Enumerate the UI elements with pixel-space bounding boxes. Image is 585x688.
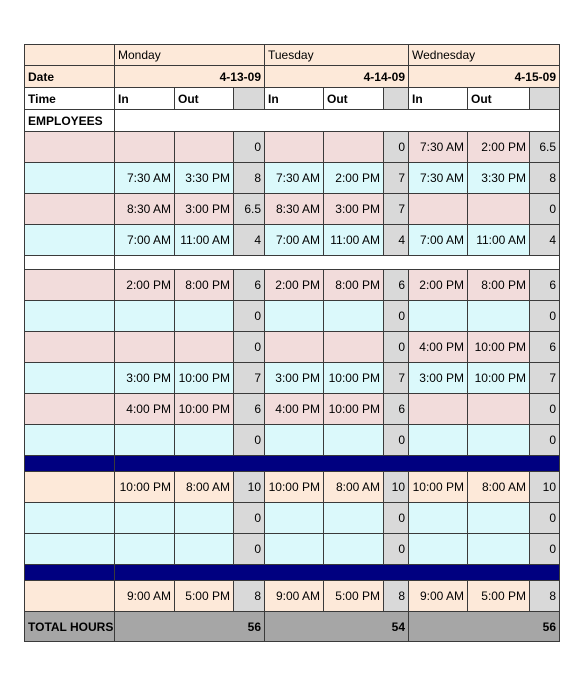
time-in-cell[interactable]: 10:00 PM [409, 472, 468, 503]
time-in-cell[interactable] [115, 534, 175, 565]
time-out-cell[interactable]: 10:00 PM [468, 363, 530, 394]
hours-cell[interactable]: 0 [234, 425, 265, 456]
employee-name-cell[interactable] [24, 503, 115, 534]
time-in-cell[interactable]: 7:30 AM [115, 163, 175, 194]
hours-cell[interactable]: 0 [384, 301, 409, 332]
time-in-cell[interactable]: 9:00 AM [409, 581, 468, 612]
time-out-cell[interactable]: 10:00 PM [468, 332, 530, 363]
employee-name-cell[interactable] [24, 270, 115, 301]
hours-cell[interactable]: 6 [530, 270, 560, 301]
time-in-cell[interactable]: 8:30 AM [115, 194, 175, 225]
in-header[interactable]: In [265, 88, 324, 110]
date-value[interactable]: 4-15-09 [409, 66, 560, 88]
hours-cell[interactable]: 0 [530, 394, 560, 425]
time-in-cell[interactable] [115, 503, 175, 534]
time-out-cell[interactable] [175, 332, 234, 363]
separator-row[interactable] [24, 456, 115, 472]
time-in-cell[interactable]: 3:00 PM [115, 363, 175, 394]
employee-name-cell[interactable] [24, 472, 115, 503]
hours-header[interactable] [530, 88, 560, 110]
hours-cell[interactable]: 7 [234, 363, 265, 394]
employee-name-cell[interactable] [24, 581, 115, 612]
employee-name-cell[interactable] [24, 163, 115, 194]
header-corner-cell[interactable] [24, 44, 115, 66]
time-out-cell[interactable]: 8:00 AM [324, 472, 384, 503]
hours-header[interactable] [234, 88, 265, 110]
time-out-cell[interactable] [324, 425, 384, 456]
time-out-cell[interactable]: 11:00 AM [324, 225, 384, 256]
time-out-cell[interactable] [324, 332, 384, 363]
time-in-cell[interactable]: 4:00 PM [409, 332, 468, 363]
hours-cell[interactable]: 4 [384, 225, 409, 256]
hours-cell[interactable]: 6 [384, 270, 409, 301]
blank-row-name-cell[interactable] [24, 256, 115, 270]
total-hours-value[interactable]: 56 [409, 612, 560, 642]
time-out-cell[interactable]: 5:00 PM [324, 581, 384, 612]
employee-name-cell[interactable] [24, 225, 115, 256]
in-header[interactable]: In [409, 88, 468, 110]
time-in-cell[interactable] [115, 132, 175, 163]
day-header[interactable]: Monday [115, 44, 265, 66]
time-out-cell[interactable] [468, 301, 530, 332]
time-in-cell[interactable]: 7:30 AM [265, 163, 324, 194]
time-out-cell[interactable]: 10:00 PM [324, 363, 384, 394]
employee-name-cell[interactable] [24, 301, 115, 332]
hours-cell[interactable]: 0 [530, 425, 560, 456]
hours-cell[interactable]: 6 [384, 394, 409, 425]
hours-cell[interactable]: 0 [234, 503, 265, 534]
hours-header[interactable] [384, 88, 409, 110]
time-out-cell[interactable]: 8:00 AM [468, 472, 530, 503]
time-out-cell[interactable]: 8:00 AM [175, 472, 234, 503]
time-out-cell[interactable]: 10:00 PM [175, 394, 234, 425]
employee-name-cell[interactable] [24, 332, 115, 363]
date-value[interactable]: 4-13-09 [115, 66, 265, 88]
time-in-cell[interactable]: 7:00 AM [265, 225, 324, 256]
time-in-cell[interactable]: 7:30 AM [409, 132, 468, 163]
time-out-cell[interactable]: 8:00 PM [468, 270, 530, 301]
hours-cell[interactable]: 6.5 [234, 194, 265, 225]
hours-cell[interactable]: 7 [384, 163, 409, 194]
time-out-cell[interactable]: 2:00 PM [324, 163, 384, 194]
hours-cell[interactable]: 0 [530, 534, 560, 565]
employee-name-cell[interactable] [24, 394, 115, 425]
time-in-cell[interactable] [409, 301, 468, 332]
time-in-cell[interactable] [265, 503, 324, 534]
time-out-cell[interactable]: 5:00 PM [175, 581, 234, 612]
hours-cell[interactable]: 0 [530, 503, 560, 534]
time-in-cell[interactable]: 2:00 PM [265, 270, 324, 301]
hours-cell[interactable]: 0 [384, 332, 409, 363]
time-in-cell[interactable]: 7:00 AM [115, 225, 175, 256]
date-value[interactable]: 4-14-09 [265, 66, 409, 88]
hours-cell[interactable]: 7 [384, 363, 409, 394]
hours-cell[interactable]: 0 [384, 534, 409, 565]
hours-cell[interactable]: 0 [234, 132, 265, 163]
blank-row-spacer[interactable] [115, 256, 560, 270]
time-out-cell[interactable] [468, 425, 530, 456]
hours-cell[interactable]: 8 [234, 163, 265, 194]
hours-cell[interactable]: 8 [530, 581, 560, 612]
time-in-cell[interactable]: 2:00 PM [409, 270, 468, 301]
time-label[interactable]: Time [24, 88, 115, 110]
time-in-cell[interactable] [409, 503, 468, 534]
date-label[interactable]: Date [24, 66, 115, 88]
time-in-cell[interactable]: 10:00 PM [115, 472, 175, 503]
time-in-cell[interactable] [265, 132, 324, 163]
hours-cell[interactable]: 0 [234, 332, 265, 363]
total-hours-label[interactable]: TOTAL HOURS [24, 612, 115, 642]
hours-cell[interactable]: 0 [384, 425, 409, 456]
separator-row[interactable] [115, 565, 560, 581]
total-hours-value[interactable]: 56 [115, 612, 265, 642]
day-header[interactable]: Tuesday [265, 44, 409, 66]
time-in-cell[interactable]: 10:00 PM [265, 472, 324, 503]
time-in-cell[interactable]: 2:00 PM [115, 270, 175, 301]
time-in-cell[interactable]: 4:00 PM [115, 394, 175, 425]
time-out-cell[interactable] [324, 301, 384, 332]
time-out-cell[interactable] [324, 534, 384, 565]
employees-label-spacer[interactable] [115, 110, 560, 132]
time-in-cell[interactable] [115, 425, 175, 456]
time-out-cell[interactable] [175, 534, 234, 565]
time-in-cell[interactable] [265, 425, 324, 456]
time-in-cell[interactable] [409, 425, 468, 456]
time-in-cell[interactable]: 3:00 PM [265, 363, 324, 394]
time-out-cell[interactable] [468, 394, 530, 425]
hours-cell[interactable]: 0 [234, 534, 265, 565]
time-out-cell[interactable] [175, 503, 234, 534]
separator-row[interactable] [24, 565, 115, 581]
employees-label[interactable]: EMPLOYEES [24, 110, 115, 132]
time-out-cell[interactable]: 10:00 PM [175, 363, 234, 394]
time-out-cell[interactable] [175, 132, 234, 163]
time-in-cell[interactable] [409, 394, 468, 425]
hours-cell[interactable]: 6 [530, 332, 560, 363]
hours-cell[interactable]: 0 [530, 301, 560, 332]
employee-name-cell[interactable] [24, 534, 115, 565]
time-out-cell[interactable]: 3:00 PM [324, 194, 384, 225]
hours-cell[interactable]: 7 [530, 363, 560, 394]
time-out-cell[interactable] [175, 425, 234, 456]
time-out-cell[interactable]: 10:00 PM [324, 394, 384, 425]
time-out-cell[interactable] [468, 194, 530, 225]
hours-cell[interactable]: 4 [234, 225, 265, 256]
time-out-cell[interactable] [324, 132, 384, 163]
time-out-cell[interactable]: 2:00 PM [468, 132, 530, 163]
time-in-cell[interactable]: 4:00 PM [265, 394, 324, 425]
time-in-cell[interactable]: 7:00 AM [409, 225, 468, 256]
hours-cell[interactable]: 4 [530, 225, 560, 256]
out-header[interactable]: Out [175, 88, 234, 110]
out-header[interactable]: Out [468, 88, 530, 110]
employee-name-cell[interactable] [24, 194, 115, 225]
hours-cell[interactable]: 7 [384, 194, 409, 225]
time-in-cell[interactable]: 7:30 AM [409, 163, 468, 194]
out-header[interactable]: Out [324, 88, 384, 110]
hours-cell[interactable]: 10 [530, 472, 560, 503]
hours-cell[interactable]: 6 [234, 270, 265, 301]
time-out-cell[interactable] [324, 503, 384, 534]
time-in-cell[interactable] [265, 301, 324, 332]
time-in-cell[interactable] [115, 301, 175, 332]
time-in-cell[interactable] [409, 534, 468, 565]
in-header[interactable]: In [115, 88, 175, 110]
timesheet-grid [24, 44, 560, 644]
time-in-cell[interactable] [265, 534, 324, 565]
hours-cell[interactable]: 6 [234, 394, 265, 425]
day-header[interactable]: Wednesday [409, 44, 560, 66]
hours-cell[interactable]: 8 [384, 581, 409, 612]
time-out-cell[interactable]: 5:00 PM [468, 581, 530, 612]
total-hours-value[interactable]: 54 [265, 612, 409, 642]
time-out-cell[interactable]: 8:00 PM [324, 270, 384, 301]
time-out-cell[interactable]: 3:30 PM [468, 163, 530, 194]
time-in-cell[interactable]: 8:30 AM [265, 194, 324, 225]
hours-cell[interactable]: 8 [530, 163, 560, 194]
hours-cell[interactable]: 0 [234, 301, 265, 332]
hours-cell[interactable]: 0 [384, 503, 409, 534]
hours-cell[interactable]: 0 [384, 132, 409, 163]
hours-cell[interactable]: 6.5 [530, 132, 560, 163]
separator-row[interactable] [115, 456, 560, 472]
time-in-cell[interactable]: 3:00 PM [409, 363, 468, 394]
hours-cell[interactable]: 10 [234, 472, 265, 503]
time-out-cell[interactable] [468, 534, 530, 565]
time-out-cell[interactable]: 11:00 AM [468, 225, 530, 256]
employee-name-cell[interactable] [24, 363, 115, 394]
hours-cell[interactable]: 0 [530, 194, 560, 225]
time-out-cell[interactable]: 3:00 PM [175, 194, 234, 225]
time-in-cell[interactable]: 9:00 AM [115, 581, 175, 612]
time-out-cell[interactable]: 3:30 PM [175, 163, 234, 194]
time-in-cell[interactable] [265, 332, 324, 363]
time-out-cell[interactable]: 11:00 AM [175, 225, 234, 256]
time-in-cell[interactable]: 9:00 AM [265, 581, 324, 612]
hours-cell[interactable]: 10 [384, 472, 409, 503]
time-in-cell[interactable] [115, 332, 175, 363]
time-in-cell[interactable] [409, 194, 468, 225]
time-out-cell[interactable] [468, 503, 530, 534]
hours-cell[interactable]: 8 [234, 581, 265, 612]
time-out-cell[interactable]: 8:00 PM [175, 270, 234, 301]
time-out-cell[interactable] [175, 301, 234, 332]
employee-name-cell[interactable] [24, 132, 115, 163]
employee-name-cell[interactable] [24, 425, 115, 456]
